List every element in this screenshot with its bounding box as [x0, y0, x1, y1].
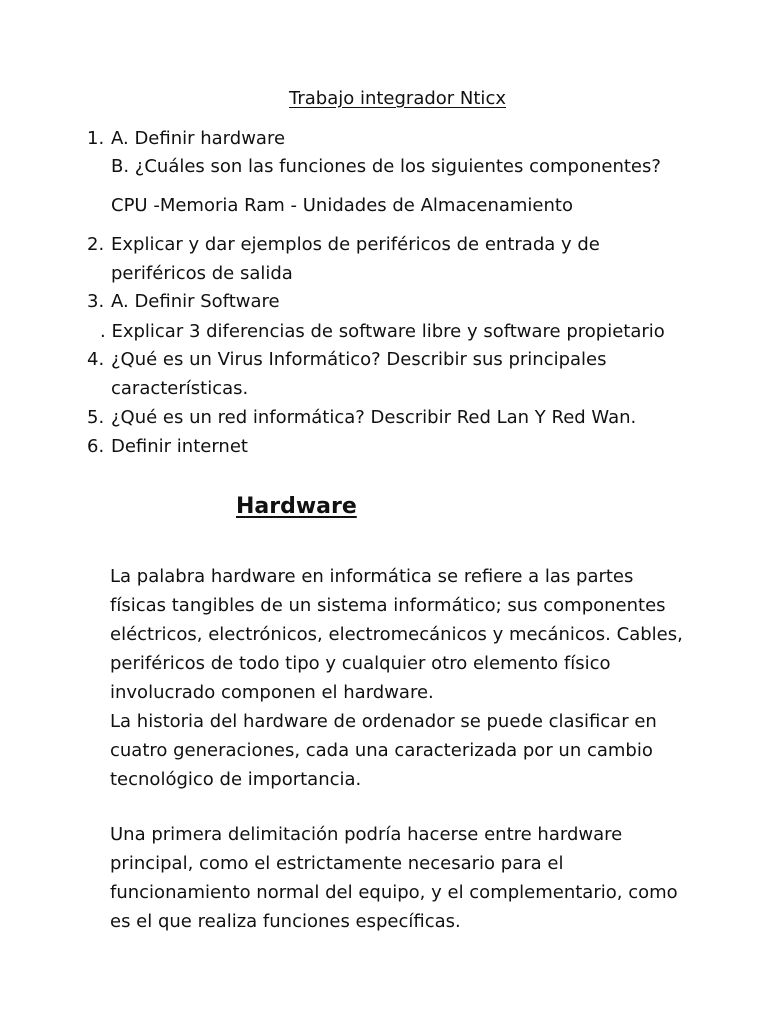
question-4-number: 4. — [87, 349, 105, 370]
hardware-paragraph-2 — [110, 820, 730, 936]
question-1-b: B. ¿Cuáles son las funciones de los siguientes componentes? — [111, 156, 661, 177]
paragraph-line: tecnológico de importancia. — [110, 769, 362, 790]
paragraph-line: físicas tangibles de un sistema informático; sus componentes — [110, 595, 666, 616]
paragraph-line: es el que realiza funciones específicas. — [110, 911, 461, 932]
question-3-number: 3. — [87, 291, 105, 312]
question-1-components: CPU -Memoria Ram - Unidades de Almacenamiento — [111, 195, 573, 216]
paragraph-line: involucrado componen el hardware. — [110, 682, 434, 703]
question-2-line-2: periféricos de salida — [111, 263, 293, 284]
question-3-a: A. Definir Software — [111, 291, 280, 312]
paragraph-line: periféricos de todo tipo y cualquier otro elemento físico — [110, 653, 611, 674]
hardware-paragraph-1 — [110, 562, 730, 794]
question-1-a: A. Definir hardware — [111, 128, 286, 149]
question-3-b: . Explicar 3 diferencias de software libre y software propietario — [100, 321, 665, 342]
question-2-number: 2. — [87, 234, 105, 255]
question-6-line-1: Definir internet — [111, 436, 248, 457]
paragraph-line: eléctricos, electrónicos, electromecánicos y mecánicos. Cables, — [110, 624, 683, 645]
paragraph-line: funcionamiento normal del equipo, y el complementario, como — [110, 882, 678, 903]
paragraph-line: La palabra hardware en informática se refiere a las partes — [110, 566, 634, 587]
question-6-number: 6. — [87, 436, 105, 457]
question-5-line-1: ¿Qué es un red informática? Describir Red Lan Y Red Wan. — [111, 407, 637, 428]
document-title: Trabajo integrador Nticx — [288, 88, 506, 109]
question-4-line-1: ¿Qué es un Virus Informático? Describir sus principales — [111, 349, 607, 370]
question-5-number: 5. — [87, 407, 105, 428]
question-2-line-1: Explicar y dar ejemplos de periféricos de entrada y de — [111, 234, 600, 255]
section-title-hardware: Hardware — [236, 494, 357, 519]
paragraph-line: La historia del hardware de ordenador se puede clasificar en — [110, 711, 657, 732]
question-1-number: 1. — [87, 128, 105, 149]
question-4-line-2: características. — [111, 378, 249, 399]
paragraph-line: Una primera delimitación podría hacerse entre hardware — [110, 824, 623, 845]
paragraph-line: cuatro generaciones, cada una caracterizada por un cambio — [110, 740, 653, 761]
paragraph-line: principal, como el estrictamente necesario para el — [110, 853, 564, 874]
